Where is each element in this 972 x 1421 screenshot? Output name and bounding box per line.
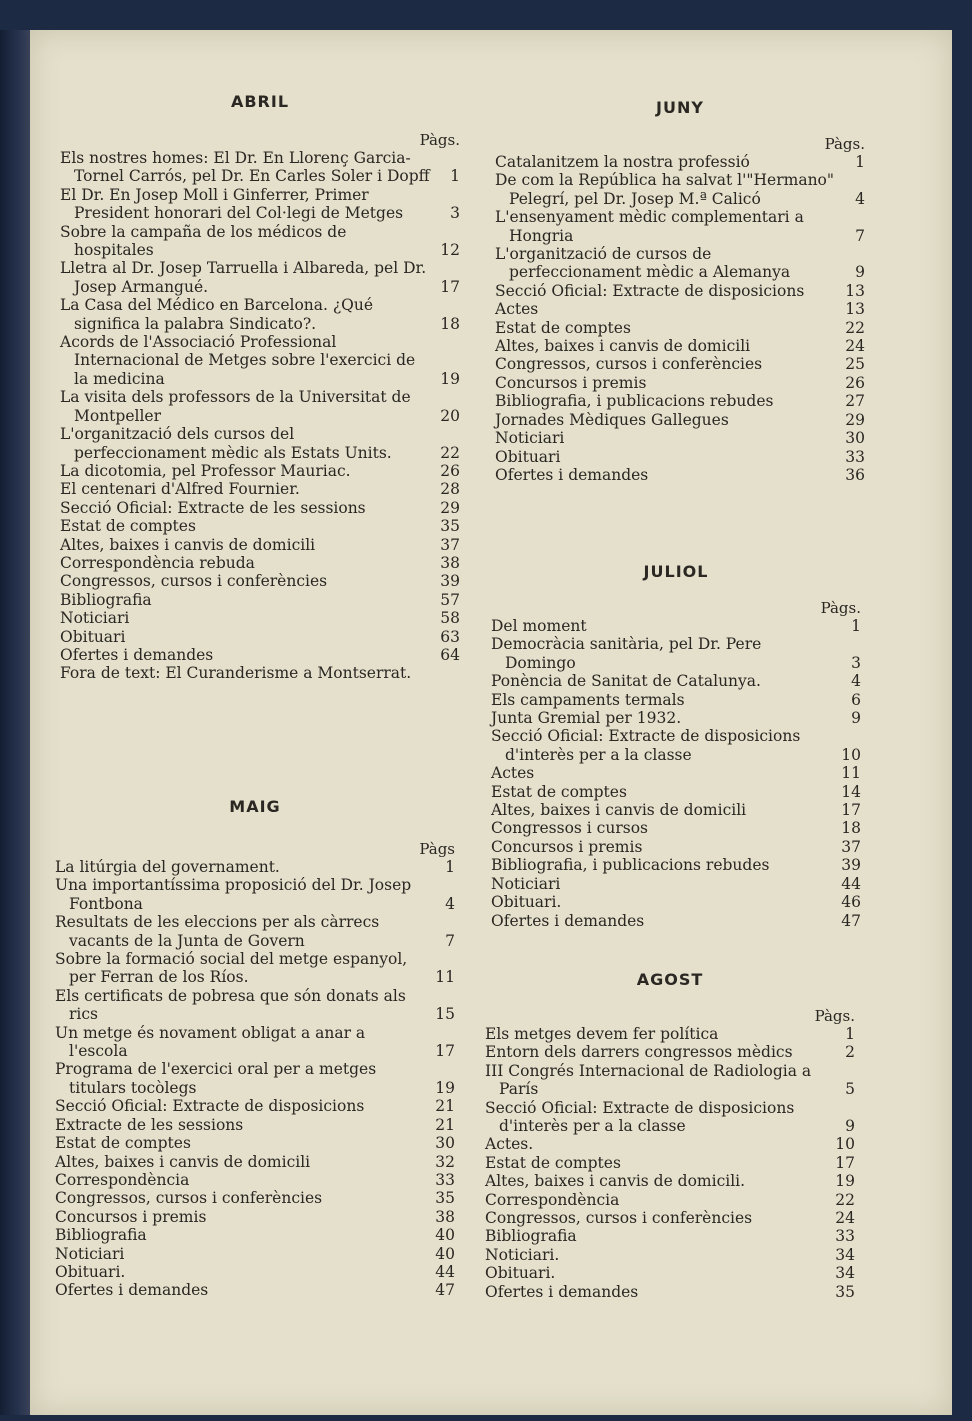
entry-title: La Casa del Médico en Barcelona. ¿Qué significa la palabra Sindicato?. [60,296,374,333]
entry-title: Fora de text: El Curanderisme a Montserrat. [60,664,412,683]
entry-page-number: 9 [851,709,861,728]
entry-title: Actes [495,300,539,319]
entry-page-number: 17 [835,1153,855,1172]
section-heading: AGOST [636,970,704,989]
pages-column-label: Pàgs. [419,131,460,149]
section-juny [495,98,865,484]
entry-page-number: 24 [835,1209,855,1228]
toc-entry [60,536,460,554]
entry-title: Secció Oficial: Extracte de les sessions [60,498,366,517]
entry-title: Ofertes i demandes [495,465,649,484]
toc-entry [60,259,460,296]
entry-page-number: 17 [440,277,460,296]
toc-entry [60,462,460,480]
entry-list [495,153,865,484]
toc-entry [55,1060,455,1097]
toc-entry [491,727,861,764]
toc-entry [485,1025,855,1043]
entry-page-number: 22 [440,443,460,462]
entry-page-number: 9 [855,263,865,282]
entry-page-number: 19 [440,369,460,388]
entry-title: Secció Oficial: Extracte de disposicions [495,281,805,300]
entry-title: Bibliografia [55,1226,147,1245]
section-agost [485,970,855,1301]
toc-entry [55,876,455,913]
entry-title: Acords de l'Associació Professional Internacional de Metges sobre l'exercici de la medicina [60,333,416,388]
entry-page-number: 17 [435,1042,455,1061]
toc-entry [55,1226,455,1244]
toc-entry [491,875,861,893]
entry-title: Els certificats de pobresa que són donats als rics [55,986,406,1024]
entry-page-number: 47 [435,1281,455,1300]
entry-title: Estat de comptes [485,1153,621,1172]
entry-title: Extracte de les sessions [55,1115,244,1134]
entry-page-number: 1 [855,153,865,171]
entry-page-number: 5 [845,1080,855,1099]
entry-page-number: 40 [435,1226,455,1245]
section-maig [55,797,455,1300]
entry-page-number: 10 [835,1135,855,1154]
toc-entry [491,801,861,819]
toc-entry [60,609,460,627]
toc-entry [495,411,865,429]
toc-entry [495,208,865,245]
entry-page-number: 64 [440,645,460,664]
entry-title: Del moment [491,617,587,635]
toc-entry [485,1043,855,1061]
toc-entry [485,1135,855,1153]
entry-title: Sobre la campaña de los médicos de hospitales [60,222,347,260]
entry-page-number: 38 [440,553,460,572]
entry-page-number: 13 [845,300,865,319]
toc-entry [60,333,460,388]
entry-title: Noticiari. [485,1245,560,1264]
toc-entry [491,783,861,801]
toc-entry [485,1154,855,1172]
entry-title: Jornades Mèdiques Gallegues [495,410,729,429]
entry-page-number: 22 [845,318,865,337]
toc-entry [60,149,460,186]
toc-entry [495,355,865,373]
entry-page-number: 57 [440,590,460,609]
entry-page-number: 4 [445,894,455,913]
entry-page-number: 25 [845,355,865,374]
toc-entry [491,691,861,709]
entry-title: Noticiari [55,1244,125,1263]
entry-page-number: 7 [445,931,455,950]
toc-entry [55,1134,455,1152]
entry-page-number: 58 [440,609,460,628]
toc-entry [491,709,861,727]
entry-page-number: 44 [841,874,861,893]
entry-title: Noticiari [495,429,565,448]
entry-page-number: 1 [845,1025,855,1043]
entry-title: Secció Oficial: Extracte de disposicions d'interès per a la classe [491,727,801,764]
entry-title: Els campaments termals [491,690,685,709]
toc-entry [491,635,861,672]
entry-page-number: 3 [450,204,460,223]
toc-entry [60,296,460,333]
entry-title: Lletra al Dr. Josep Tarruella i Albareda, pel Dr. Josep Armangué. [60,259,427,296]
entry-page-number: 34 [835,1264,855,1283]
entry-title: De com la República ha salvat l'"Hermano" Pelegrí, pel Dr. Josep M.ª Calicó [495,171,835,208]
entry-title: Actes [491,764,535,783]
entry-page-number: 13 [845,281,865,300]
toc-entry [60,664,460,682]
toc-entry [491,838,861,856]
entry-title: Congressos, cursos i conferències [495,355,763,374]
pages-column-label: Pàgs. [814,1007,855,1025]
toc-entry [491,912,861,930]
entry-page-number: 38 [435,1207,455,1226]
toc-entry [495,337,865,355]
entry-page-number: 32 [435,1152,455,1171]
toc-entry [485,1191,855,1209]
entry-list [55,858,455,1300]
entry-page-number: 35 [835,1282,855,1301]
entry-title: Altes, baixes i canvis de domicili [55,1152,311,1171]
section-heading: MAIG [229,797,281,816]
toc-entry [55,950,455,987]
entry-title: Resultats de les eleccions per als càrrecs vacants de la Junta de Govern [55,913,380,950]
toc-entry [495,319,865,337]
toc-entry [55,987,455,1024]
entry-page-number: 28 [440,480,460,499]
entry-title: El centenari d'Alfred Fournier. [60,480,300,499]
toc-entry [491,617,861,635]
entry-page-number: 29 [440,498,460,517]
toc-entry [55,1281,455,1299]
entry-title: Secció Oficial: Extracte de disposicions d'interès per a la classe [485,1098,795,1136]
entry-title: Concursos i premis [495,373,647,392]
entry-page-number: 37 [841,837,861,856]
entry-page-number: 33 [845,447,865,466]
entry-page-number: 26 [440,461,460,480]
toc-entry [495,392,865,410]
entry-title: Bibliografia [485,1227,577,1246]
entry-title: Una importantíssima proposició del Dr. Josep Fontbona [55,876,412,913]
entry-title: Congressos i cursos [491,819,648,838]
toc-entry [491,764,861,782]
entry-page-number: 4 [855,189,865,208]
entry-page-number: 40 [435,1244,455,1263]
entry-page-number: 14 [841,782,861,801]
entry-title: Concursos i premis [55,1207,207,1226]
entry-title: Obituari [60,627,126,646]
toc-entry [60,186,460,223]
toc-entry [60,646,460,664]
toc-entry [60,499,460,517]
toc-entry [491,893,861,911]
entry-title: L'organització dels cursos del perfeccionament mèdic als Estats Units. [60,425,392,462]
entry-title: Obituari. [491,893,562,912]
entry-title: Bibliografia [60,590,152,609]
entry-list [60,149,460,683]
toc-entry [485,1283,855,1301]
entry-title: Concursos i premis [491,837,643,856]
entry-page-number: 2 [845,1043,855,1062]
entry-title: La dicotomia, pel Professor Mauriac. [60,461,351,480]
entry-title: Noticiari [491,874,561,893]
toc-entry [495,171,865,208]
entry-title: Programa de l'exercici oral per a metges titulars tocòlegs [55,1060,377,1097]
entry-page-number: 18 [841,819,861,838]
entry-title: La litúrgia del governament. [55,858,280,876]
entry-page-number: 18 [440,314,460,333]
binding-gutter [0,30,30,1415]
section-abril [60,92,460,683]
entry-title: Sobre la formació social del metge espanyol, per Ferran de los Ríos. [55,950,408,987]
entry-title: Bibliografia, i publicacions rebudes [491,856,770,875]
entry-title: Obituari [495,447,561,466]
entry-page-number: 33 [435,1170,455,1189]
toc-entry [55,858,455,876]
entry-page-number: 12 [440,241,460,260]
entry-page-number: 21 [435,1115,455,1134]
entry-list [485,1025,855,1301]
entry-page-number: 36 [845,465,865,484]
pages-column-label: Pàgs. [820,599,861,617]
entry-title: Congressos, cursos i conferències [60,572,328,591]
entry-page-number: 1 [851,617,861,635]
toc-entry [55,1024,455,1061]
entry-page-number: 35 [435,1189,455,1208]
toc-entry [495,466,865,484]
toc-entry [491,819,861,837]
entry-title: Estat de comptes [495,318,631,337]
entry-page-number: 19 [835,1172,855,1191]
entry-page-number: 26 [845,373,865,392]
entry-title: Altes, baixes i canvis de domicili. [485,1172,746,1191]
toc-entry [55,913,455,950]
toc-entry [495,282,865,300]
toc-entry [495,153,865,171]
entry-title: Els metges devem fer política [485,1025,719,1043]
entry-title: Ponència de Sanitat de Catalunya. [491,672,761,691]
entry-title: Correspondència rebuda [60,553,255,572]
toc-entry [55,1189,455,1207]
entry-title: Catalanitzem la nostra professió [495,153,750,171]
section-heading: JUNY [656,98,704,117]
entry-title: L'organització de cursos de perfeccionament mèdic a Alemanya [495,245,791,282]
toc-entry [495,374,865,392]
entry-page-number: 24 [845,337,865,356]
entry-title: Estat de comptes [55,1134,191,1153]
toc-entry [60,591,460,609]
entry-page-number: 6 [851,690,861,709]
entry-title: Democràcia sanitària, pel Dr. Pere Domingo [491,635,762,672]
entry-title: Obituari. [485,1264,556,1283]
entry-page-number: 1 [445,858,455,876]
toc-entry [485,1099,855,1136]
entry-page-number: 22 [835,1190,855,1209]
entry-page-number: 63 [440,627,460,646]
entry-page-number: 7 [855,226,865,245]
entry-title: Bibliografia, i publicacions rebudes [495,392,774,411]
toc-entry [60,554,460,572]
entry-title: Els nostres homes: El Dr. En Llorenç Garcia-Tornel Carrós, pel Dr. En Carles Soler i Dopff [60,149,430,186]
toc-entry [485,1062,855,1099]
toc-entry [495,448,865,466]
toc-entry [55,1208,455,1226]
toc-entry [60,480,460,498]
toc-entry [55,1116,455,1134]
toc-entry [55,1171,455,1189]
section-juliol [491,562,861,930]
toc-entry [60,223,460,260]
toc-entry [485,1227,855,1245]
entry-page-number: 29 [845,410,865,429]
toc-entry [491,672,861,690]
entry-title: Ofertes i demandes [55,1281,209,1300]
entry-title: Ofertes i demandes [485,1282,639,1301]
entry-page-number: 11 [841,764,861,783]
toc-entry [55,1097,455,1115]
entry-page-number: 37 [440,535,460,554]
entry-page-number: 1 [450,167,460,186]
entry-page-number: 9 [845,1117,855,1136]
toc-entry [60,628,460,646]
entry-page-number: 11 [435,968,455,987]
entry-title: Altes, baixes i canvis de domicili [495,337,751,356]
entry-page-number: 20 [440,406,460,425]
entry-page-number: 27 [845,392,865,411]
pages-column-label: Pàgs. [824,135,865,153]
entry-page-number: 46 [841,893,861,912]
entry-title: Entorn dels darrers congressos mèdics [485,1043,793,1062]
entry-title: La visita dels professors de la Universitat de Montpeller [60,388,411,425]
entry-title: Correspondència [485,1190,620,1209]
toc-entry [495,300,865,318]
toc-entry [55,1263,455,1281]
entry-title: Obituari. [55,1262,126,1281]
toc-entry [485,1172,855,1190]
section-heading: ABRIL [230,92,290,111]
toc-entry [55,1245,455,1263]
section-heading: JULIOL [643,562,709,581]
entry-title: Congressos, cursos i conferències [485,1209,753,1228]
entry-page-number: 44 [435,1262,455,1281]
toc-entry [60,425,460,462]
entry-title: L'ensenyament mèdic complementari a Hongria [495,208,804,245]
entry-title: Actes. [485,1135,534,1154]
entry-page-number: 19 [435,1078,455,1097]
entry-page-number: 34 [835,1245,855,1264]
entry-title: El Dr. En Josep Moll i Ginferrer, Primer President honorari del Col·legi de Metges [60,185,404,223]
entry-title: Junta Gremial per 1932. [491,709,682,728]
entry-title: Secció Oficial: Extracte de disposicions [55,1097,365,1116]
entry-title: Un metge és novament obligat a anar a l'escola [55,1023,366,1061]
entry-title: Congressos, cursos i conferències [55,1189,323,1208]
toc-entry [485,1264,855,1282]
entry-title: Estat de comptes [60,517,196,536]
entry-title: Altes, baixes i canvis de domicili [60,535,316,554]
toc-entry [485,1209,855,1227]
entry-page-number: 15 [435,1005,455,1024]
toc-entry [491,856,861,874]
entry-page-number: 33 [835,1227,855,1246]
pages-column-label: Pàgs [419,840,455,858]
entry-page-number: 47 [841,911,861,930]
entry-page-number: 21 [435,1097,455,1116]
entry-title: Ofertes i demandes [491,911,645,930]
entry-title: Correspondència [55,1170,190,1189]
toc-entry [485,1246,855,1264]
toc-entry [60,388,460,425]
toc-entry [495,245,865,282]
entry-page-number: 35 [440,517,460,536]
entry-page-number: 10 [841,745,861,764]
entry-list [491,617,861,930]
entry-page-number: 39 [440,572,460,591]
toc-entry [55,1153,455,1171]
entry-page-number: 3 [851,653,861,672]
entry-page-number: 17 [841,801,861,820]
toc-entry [495,429,865,447]
toc-entry [60,572,460,590]
entry-page-number: 30 [845,429,865,448]
entry-title: III Congrés Internacional de Radiologia a París [485,1061,812,1099]
entry-page-number: 39 [841,856,861,875]
entry-title: Altes, baixes i canvis de domicili [491,801,747,820]
entry-title: Ofertes i demandes [60,645,214,664]
entry-page-number: 4 [851,672,861,691]
entry-page-number: 30 [435,1134,455,1153]
entry-title: Noticiari [60,609,130,628]
toc-entry [60,517,460,535]
entry-title: Estat de comptes [491,782,627,801]
